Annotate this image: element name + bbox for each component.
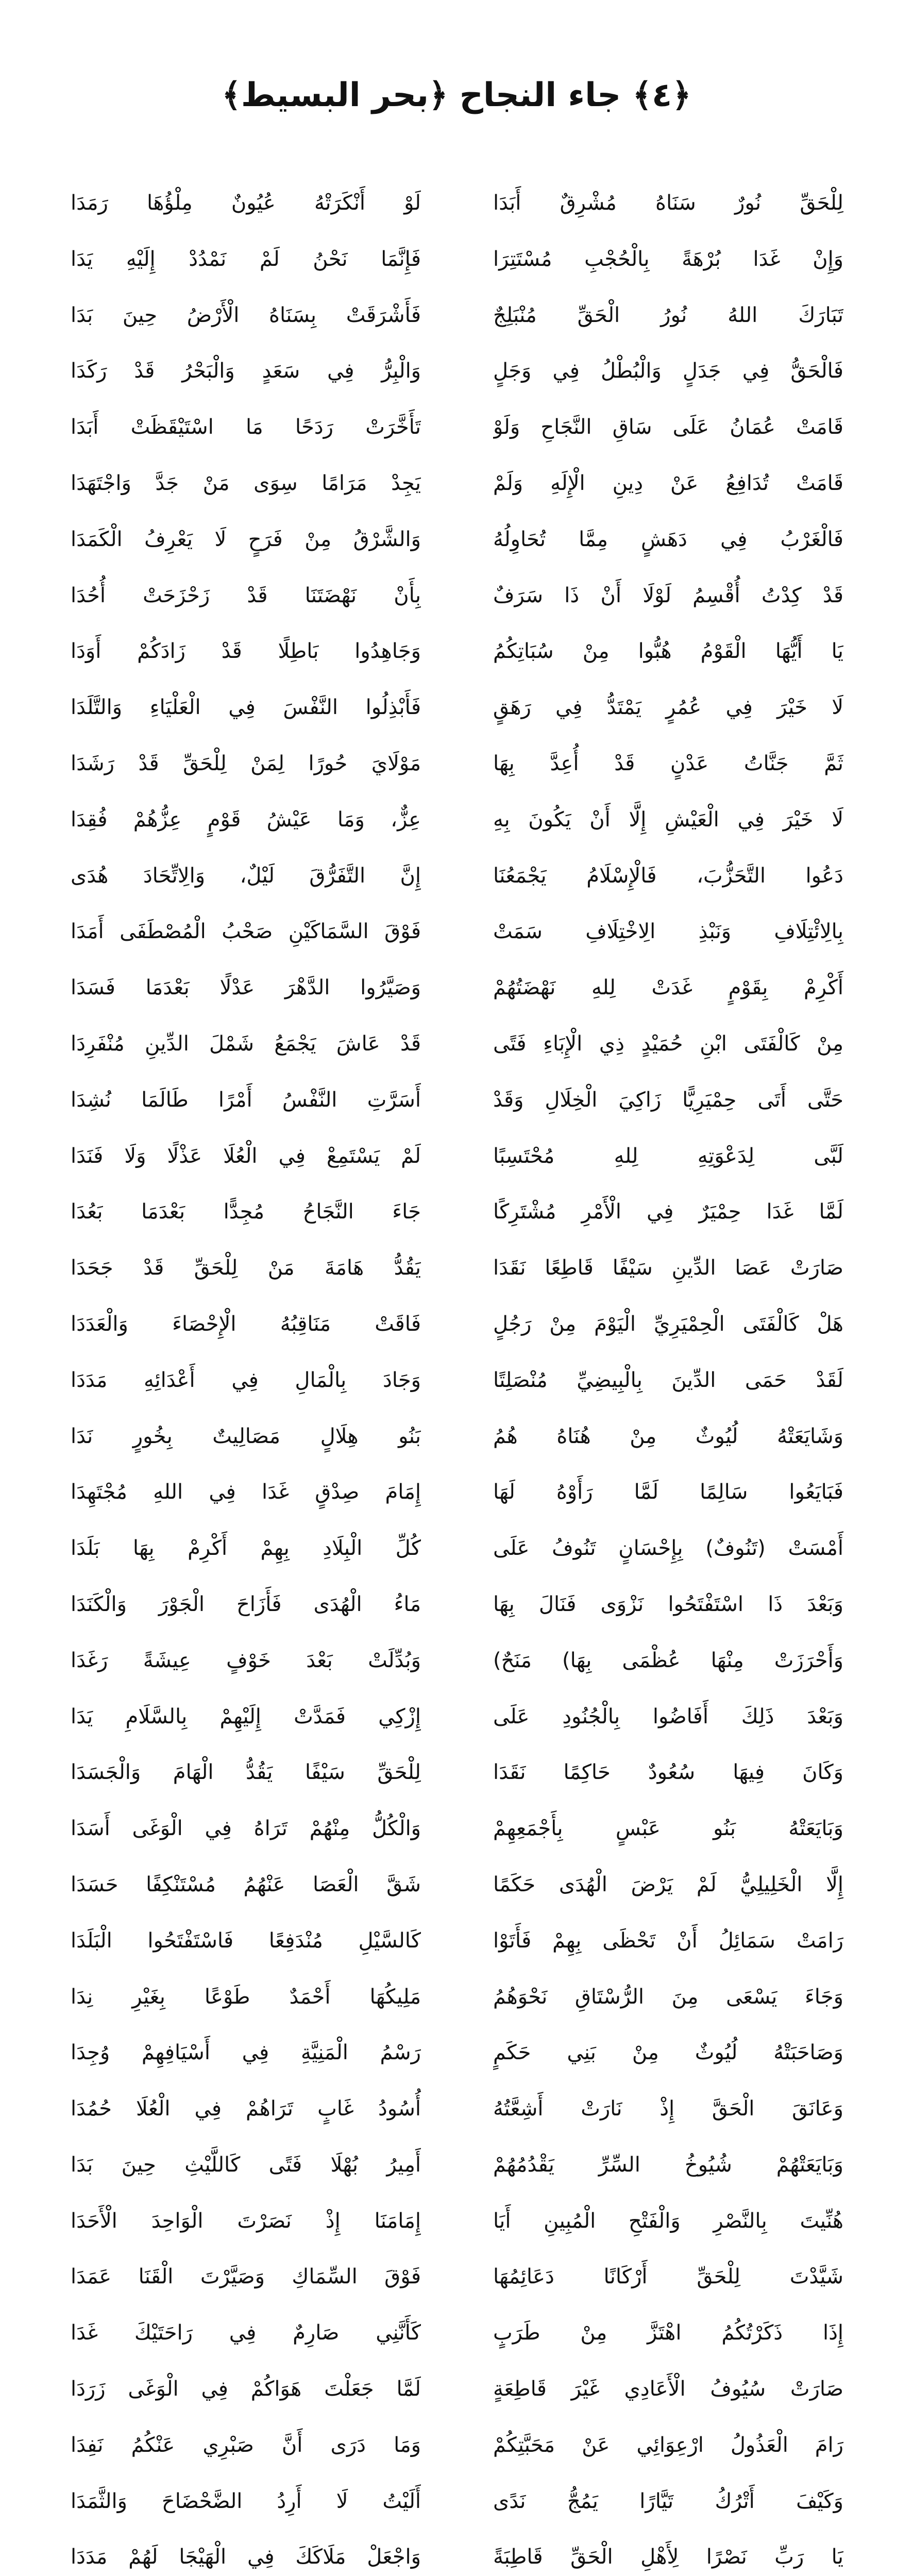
verse-second-hemistich: إِمَامَنَا إِذْ نَصَرْتَ الْوَاحِدَ الْأَحَدَا xyxy=(71,2209,421,2233)
verse-line xyxy=(0,680,913,736)
verse-first-hemistich: وَبَعْدَ ذَا اسْتَفْتَحُوا نَزْوَى فَنَالَ بِهَا xyxy=(493,1592,843,1616)
verse-first-hemistich: لَبَّى لِدَعْوَتِهِ لِلهِ مُحْتَسِبًا xyxy=(493,1144,843,1168)
verse-first-hemistich: رَامَ الْعَذُولُ ارْعِوَائِي عَنْ مَحَبَّتِكُمْ xyxy=(493,2433,843,2457)
verse-first-hemistich: فَالْغَرْبُ فِي دَهَشٍ مِمَّا تُحَاوِلُهُ xyxy=(493,527,843,551)
verse-second-hemistich: فَأَبْذِلُوا النَّفْسَ فِي الْعَلْيَاءِ وَالتَّلَدَا xyxy=(71,696,421,720)
verse-first-hemistich: وَبَعْدَ ذَلِكَ أَفَاضُوا بِالْجُنُودِ عَلَى xyxy=(493,1704,843,1728)
verse-first-hemistich: لَمَّا غَدَا حِمْيَرٌ فِي الْأَمْرِ مُشْتَرِكًا xyxy=(493,1200,843,1224)
verse-second-hemistich: وَمَا دَرَى أَنَّ صَبْرِي عَنْكُمُ نَفِدَا xyxy=(71,2433,421,2457)
verse-second-hemistich: وَاجْعَلْ مَلَاكَكَ فِي الْهَيْجَا لَهُمْ مَدَدَا xyxy=(71,2545,421,2569)
verse-second-hemistich: كَأَنَّنِي صَارِمٌ فِي رَاحَتَيْكَ غَدَا xyxy=(71,2321,421,2345)
verse-second-hemistich: فَوْقَ السِّمَاكِ وَصَيَّرْتَ الْقَنَا عَمَدَا xyxy=(71,2265,421,2289)
verse-line xyxy=(0,1744,913,1801)
verse-first-hemistich: مِنْ كَالْفَتَى ابْنِ حُمَيْدٍ ذِي الْإِبَاءِ فَتًى xyxy=(493,1031,843,1056)
verse-line xyxy=(0,568,913,624)
verse-first-hemistich: بِالِائْتِلَافِ وَنَبْذِ الِاخْتِلَافِ سَمَتْ xyxy=(493,920,843,944)
verse-second-hemistich: فَأَشْرَقَتْ بِسَنَاهُ الْأَرْضُ حِينَ بَدَا xyxy=(71,303,421,327)
verse-line xyxy=(0,1969,913,2025)
verse-line xyxy=(0,1296,913,1352)
verse-line xyxy=(0,1072,913,1128)
verse-line xyxy=(0,2529,913,2576)
verse-second-hemistich: قَدْ عَاشَ يَجْمَعُ شَمْلَ الدِّينِ مُنْفَرِدَا xyxy=(71,1031,421,1056)
verse-line xyxy=(0,1184,913,1240)
verse-first-hemistich: لِلْحَقِّ نُورٌ سَنَاهُ مُشْرِقٌ أَبَدَا xyxy=(493,191,843,215)
verse-first-hemistich: تَبَارَكَ اللهُ نُورُ الْحَقِّ مُنْبَلِجٌ xyxy=(493,303,843,327)
verse-second-hemistich: لَمَّا جَعَلْتَ هَوَاكُمْ فِي الْوَغَى زَرَدَا xyxy=(71,2377,421,2401)
verse-line xyxy=(0,2137,913,2193)
verse-second-hemistich: يَقُدُّ هَامَةَ مَنْ لِلْحَقِّ قَدْ جَحَدَا xyxy=(71,1256,421,1280)
verse-second-hemistich: مَاءُ الْهُدَى فَأَزَاحَ الْجَوْرَ وَالْكَنَدَا xyxy=(71,1592,421,1616)
verse-first-hemistich: قَامَتْ عُمَانُ عَلَى سَاقِ النَّجَاحِ وَلَوْ xyxy=(493,415,843,439)
verse-first-hemistich: ثَمَّ جَنَّاتُ عَدْنٍ قَدْ أُعِدَّ بِهَا xyxy=(493,751,843,775)
verse-second-hemistich: بِأَنْ نَهْضَتَنَا قَدْ زَحْزَحَتْ أُحُدَا xyxy=(71,583,421,607)
verse-first-hemistich: يَا أَيُّهَا الْقَوْمُ هُبُّوا مِنْ سُبَاتِكُمُ xyxy=(493,639,843,664)
verse-line xyxy=(0,1128,913,1184)
verse-first-hemistich: وَبَايَعَتْهُ بَنُو عَبْسٍ بِأَجْمَعِهِمْ xyxy=(493,1817,843,1841)
verse-line xyxy=(0,623,913,680)
verse-second-hemistich: فَإِنَّمَا نَحْنُ لَمْ نَمْدُدْ إِلَيْهِ يَدَا xyxy=(71,247,421,271)
verse-second-hemistich: لَوْ أَنْكَرَتْهُ عُيُونٌ مِلْؤُهَا رَمَدَا xyxy=(71,191,421,215)
verse-first-hemistich: لَقَدْ حَمَى الدِّينَ بِالْبِيضِيِّ مُنْصَلِتًا xyxy=(493,1368,843,1392)
verse-first-hemistich: وَجَاءَ يَسْعَى مِنَ الرُّسْتَاقِ نَحْوَهُمُ xyxy=(493,1985,843,2009)
verse-line xyxy=(0,1801,913,1857)
verse-first-hemistich: إِلَّا الْخَلِيلِيُّ لَمْ يَرْضَ الْهُدَى حَكَمًا xyxy=(493,1872,843,1896)
verse-second-hemistich: فَوْقَ السَّمَاكَيْنِ صَحْبُ الْمُصْطَفَى أَمَدَا xyxy=(71,920,421,944)
verse-first-hemistich: صَارَتْ عَصَا الدِّينِ سَيْفًا قَاطِعًا نَقَدَا xyxy=(493,1256,843,1280)
verse-first-hemistich: شَيَّدْتَ لِلْحَقِّ أَرْكَانًا دَعَائِمُهَا xyxy=(493,2265,843,2289)
verse-first-hemistich: رَامَتْ سَمَائِلُ أَنْ تَحْظَى بِهِمْ فَأَتَوْا xyxy=(493,1928,843,1953)
verse-first-hemistich: صَارَتْ سُيُوفُ الْأَعَادِي غَيْرَ قَاطِعَةٍ xyxy=(493,2377,843,2401)
verse-line xyxy=(0,1520,913,1577)
verse-list xyxy=(0,175,913,2576)
verse-line xyxy=(0,175,913,231)
verse-line xyxy=(0,2081,913,2137)
verse-line xyxy=(0,1240,913,1296)
verse-second-hemistich: مَوْلَايَ حُورًا لِمَنْ لِلْحَقِّ قَدْ رَشَدَا xyxy=(71,751,421,775)
verse-second-hemistich: لِلْحَقِّ سَيْفًا يَقُدُّ الْهَامَ وَالْجَسَدَا xyxy=(71,1760,421,1785)
verse-second-hemistich: مَلِيكُهَا أَحْمَدٌ طَوْعًا بِغَيْرِ نِدَا xyxy=(71,1985,421,2009)
verse-line xyxy=(0,1689,913,1745)
verse-first-hemistich: وَكَيْفَ أَتْرُكُ تَيَّارًا يَمُجُّ نَدًى xyxy=(493,2489,843,2513)
verse-first-hemistich: وَبَايَعَتْهُمْ شُيُوخُ السِّرِّ يَقْدُمُهُمْ xyxy=(493,2153,843,2177)
verse-first-hemistich: قَامَتْ تُدَافِعُ عَنْ دِينِ الْإِلَهِ وَلَمْ xyxy=(493,471,843,495)
verse-second-hemistich: إِزْكِي فَمَدَّتْ إِلَيْهِمْ بِالسَّلَامِ يَدَا xyxy=(71,1704,421,1728)
verse-second-hemistich: إِمَامَ صِدْقٍ غَدَا فِي اللهِ مُجْتَهِدَا xyxy=(71,1480,421,1504)
verse-second-hemistich: تَأَخَّرَتْ رَدَحًا مَا اسْتَيْقَظَتْ أَبَدَا xyxy=(71,415,421,439)
verse-line xyxy=(0,1577,913,1633)
verse-line xyxy=(0,287,913,344)
verse-line xyxy=(0,1857,913,1913)
verse-second-hemistich: وَصَيَّرُوا الدَّهْرَ عَدْلًا بَعْدَمَا فَسَدَا xyxy=(71,976,421,1000)
verse-second-hemistich: وَجَادَ بِالْمَالِ فِي أَعْدَائِهِ مَدَدَا xyxy=(71,1368,421,1392)
verse-line xyxy=(0,2249,913,2305)
verse-second-hemistich: لَمْ يَسْتَمِعْ فِي الْعُلَا عَذْلًا وَلَا فَنَدَا xyxy=(71,1144,421,1168)
verse-second-hemistich: رَسْمُ الْمَنِيَّةِ فِي أَسْيَافِهِمْ وُجِدَا xyxy=(71,2041,421,2065)
verse-first-hemistich: وَصَاحَبَتْهُ لُيُوثٌ مِنْ بَنِي حَكَمٍ xyxy=(493,2041,843,2065)
verse-first-hemistich: لَا خَيْرَ فِي الْعَيْشِ إِلَّا أَنْ يَكُونَ بِهِ xyxy=(493,807,843,832)
verse-second-hemistich: وَالْبِرُّ فِي سَعَدٍ وَالْبَحْرُ قَدْ رَكَدَا xyxy=(71,359,421,383)
verse-line xyxy=(0,848,913,904)
verse-second-hemistich: فَاقَتْ مَنَاقِبُهُ الْإِحْصَاءَ وَالْعَدَدَا xyxy=(71,1312,421,1336)
verse-second-hemistich: عِزٌّ، وَمَا عَيْشُ قَوْمٍ عِزُّهُمْ فُقِدَا xyxy=(71,807,421,832)
verse-first-hemistich: حَتَّى أَتَى حِمْيَرِيًّا زَاكِيَ الْخِلَالِ وَقَدْ xyxy=(493,1088,843,1112)
verse-second-hemistich: أُسُودُ غَابٍ تَرَاهُمْ فِي الْعُلَا حُمُدَا xyxy=(71,2097,421,2121)
verse-line xyxy=(0,904,913,960)
verse-second-hemistich: وَالْكُلُّ مِنْهُمْ تَرَاهُ فِي الْوَغَى أَسَدَا xyxy=(71,1817,421,1841)
verse-second-hemistich: كُلِّ الْبِلَادِ بِهِمْ أَكْرِمْ بِهَا بَلَدَا xyxy=(71,1536,421,1561)
verse-second-hemistich: أَلَيْتُ لَا أَرِدُ الضَّحْضَاحَ وَالثَّمَدَا xyxy=(71,2489,421,2513)
verse-second-hemistich: جَاءَ النَّجَاحُ مُجِدًّا بَعْدَمَا بَعُدَا xyxy=(71,1200,421,1224)
verse-line xyxy=(0,455,913,512)
title-block xyxy=(0,67,913,124)
verse-first-hemistich: أَمْسَتْ (تَنُوفٌ) بِإِحْسَانٍ تَنُوفُ عَلَى xyxy=(493,1536,843,1561)
verse-first-hemistich: وَأَحْرَزَتْ مِنْهَا عُظْمَى بِهَا) مَنَحٌ) xyxy=(493,1648,843,1672)
verse-first-hemistich: دَعُوا التَّحَزُّبَ، فَالْإِسْلَامُ يَجْمَعُنَا xyxy=(493,863,843,888)
verse-line xyxy=(0,343,913,399)
verse-line xyxy=(0,2417,913,2473)
verse-second-hemistich: إِنَّ التَّفَرُّقَ لَيْلٌ، وَالِاتِّحَادَ هُدَى xyxy=(71,863,421,888)
verse-line xyxy=(0,1352,913,1409)
verse-line xyxy=(0,1409,913,1465)
verse-line xyxy=(0,512,913,568)
verse-second-hemistich: يَجِدْ مَرَامًا سِوَى مَنْ جَدَّ وَاجْتَهَدَا xyxy=(71,471,421,495)
poem-title: ﴿٤﴾ جاء النجاح ﴿بحر البسيط﴾ xyxy=(222,76,691,114)
verse-first-hemistich: فَالْحَقُّ فِي جَدَلٍ وَالْبُطْلُ فِي وَجَلٍ xyxy=(493,359,843,383)
verse-line xyxy=(0,736,913,792)
verse-first-hemistich: لَا خَيْرَ فِي عُمُرٍ يَمْتَدُّ فِي رَهَقٍ xyxy=(493,696,843,720)
verse-line xyxy=(0,1913,913,1969)
verse-second-hemistich: وَالشَّرْقُ مِنْ فَرَحٍ لَا يَعْرِفُ الْكَمَدَا xyxy=(71,527,421,551)
verse-first-hemistich: فَبَايَعُوا سَالِمًا لَمَّا رَأَوْهُ لَهَا xyxy=(493,1480,843,1504)
verse-first-hemistich: أَكْرِمْ بِقَوْمٍ غَدَتْ لِلهِ نَهْضَتُهُمْ xyxy=(493,976,843,1000)
verse-line xyxy=(0,960,913,1016)
verse-line xyxy=(0,2361,913,2417)
verse-first-hemistich: وَكَانَ فِيهَا سُعُودٌ حَاكِمًا نَقَدَا xyxy=(493,1760,843,1785)
verse-first-hemistich: وَإِنْ غَدَا بُرْهَةً بِالْحُجْبِ مُسْتَتِرَا xyxy=(493,247,843,271)
verse-line xyxy=(0,2305,913,2361)
verse-line xyxy=(0,399,913,455)
verse-second-hemistich: كَالسَّيْلِ مُنْدَفِعًا فَاسْتَفْتَحُوا الْبَلَدَا xyxy=(71,1928,421,1953)
verse-first-hemistich: يَا رَبِّ نَصْرًا لِأَهْلِ الْحَقِّ قَاطِبَةً xyxy=(493,2545,843,2569)
verse-first-hemistich: هَلْ كَالْفَتَى الْحِمْيَرِيِّ الْيَوْمَ مِنْ رَجُلٍ xyxy=(493,1312,843,1336)
verse-line xyxy=(0,2193,913,2249)
verse-first-hemistich: قَدْ كِدْتُ أُقْسِمُ لَوْلَا أَنْ ذَا سَرَفٌ xyxy=(493,583,843,607)
verse-line xyxy=(0,792,913,848)
verse-line xyxy=(0,1633,913,1689)
verse-line xyxy=(0,1016,913,1072)
verse-second-hemistich: أَمِيرُ بُهْلَا فَتًى كَاللَّيْثِ حِينَ بَدَا xyxy=(71,2153,421,2177)
verse-first-hemistich: وَشَايَعَتْهُ لُيُوثٌ مِنْ هُنَاهُ هُمُ xyxy=(493,1424,843,1448)
verse-line xyxy=(0,1464,913,1520)
verse-line xyxy=(0,2025,913,2081)
verse-first-hemistich: إِذَا ذَكَرْتُكُمُ اهْتَزَّ مِنْ طَرَبٍ xyxy=(493,2321,843,2345)
verse-second-hemistich: بَنُو هِلَالٍ مَصَالِيتٌ بِخُورٍ نَدَا xyxy=(71,1424,421,1448)
verse-line xyxy=(0,231,913,287)
verse-second-hemistich: وَبُدِّلَتْ بَعْدَ خَوْفٍ عِيشَةً رَغَدَا xyxy=(71,1648,421,1672)
verse-first-hemistich: هُنِّيتَ بِالنَّصْرِ وَالْفَتْحِ الْمُبِينِ أَيَا xyxy=(493,2209,843,2233)
verse-second-hemistich: أَسَرَّتِ النَّفْسُ أَمْرًا طَالَمَا نُشِدَا xyxy=(71,1088,421,1112)
verse-first-hemistich: وَعَانَقَ الْحَقَّ إِذْ نَارَتْ أَشِعَّتُهُ xyxy=(493,2097,843,2121)
verse-second-hemistich: وَجَاهِدُوا بَاطِلًا قَدْ زَادَكُمْ أَوَدَا xyxy=(71,639,421,664)
verse-line xyxy=(0,2473,913,2530)
verse-second-hemistich: شَقَّ الْعَصَا عَنْهُمُ مُسْتَنْكِفًا حَسَدَا xyxy=(71,1872,421,1896)
